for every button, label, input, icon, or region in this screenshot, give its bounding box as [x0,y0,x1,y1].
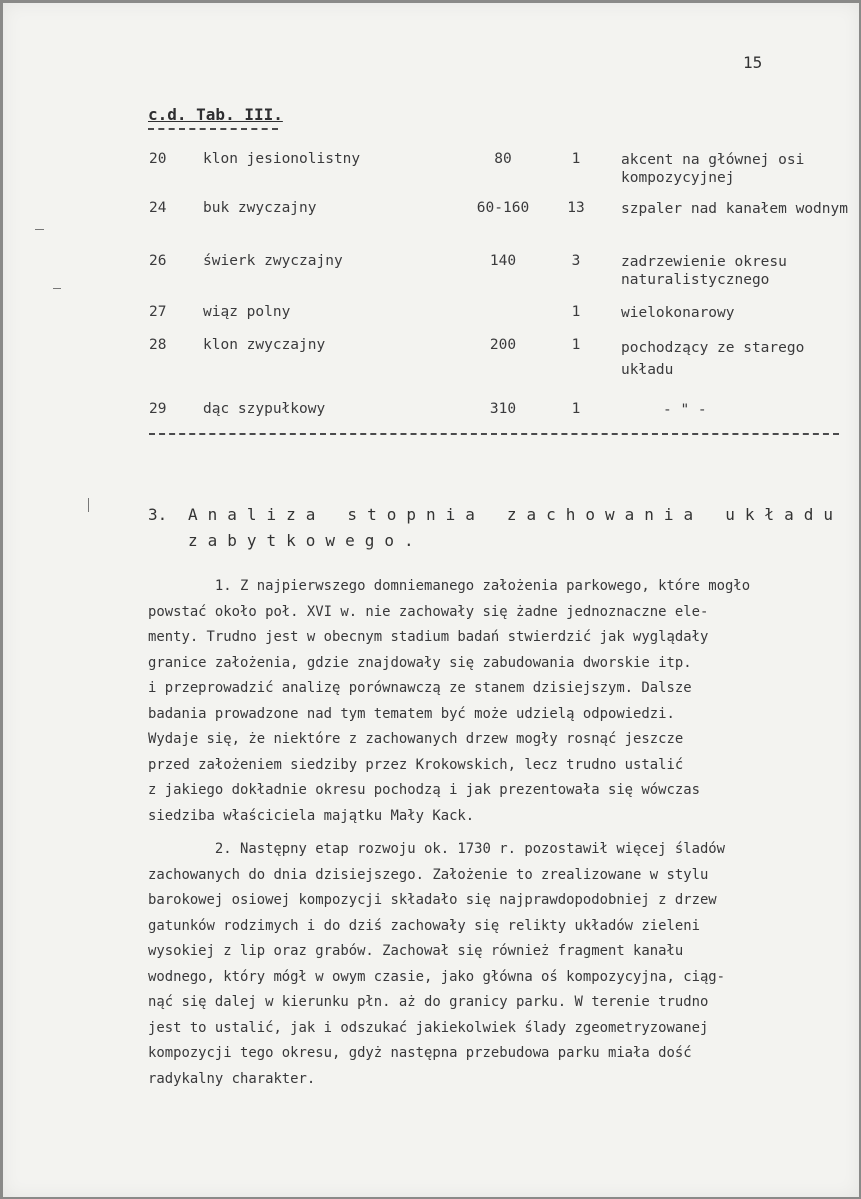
tree-age: 60-160 [476,200,530,216]
table-bottom-rule [149,433,839,435]
scan-mark [53,288,61,289]
section-title-line1: Analiza stopnia zachowania układu [188,505,843,524]
tree-count: 1 [571,304,581,320]
tree-age: 310 [489,401,517,417]
tree-count: 1 [571,151,581,167]
tree-age: 200 [489,337,517,353]
tree-count: 1 [571,337,581,353]
row-number: 28 [149,337,167,353]
tree-species: buk zwyczajny [203,200,317,216]
tree-species: klon zwyczajny [203,337,326,353]
tree-count: 3 [571,253,581,269]
paragraph-1: 1. Z najpierwszego domniemanego założenia parkowego, które mogło powstać około poł. XVI w. nie zachowały się żadne jednoznaczne ele- menty. Trudno jest w obecnym stadium badań stwierdzić jak wyglądały granice założenia, gdzie znajdowały się zabudowania dworskie itp. i przeprowadzić analizę porównawczą ze stanem dzisiejszym. Dalsze badania prowadzone nad tym tematem być może udzielą odpowiedzi. Wydaje się, że niektóre z zachowanych drzew mogły rosnąć jeszcze przed założeniem siedziby przez Krokowskich, lecz trudno ustalić z jakiego dokładnie okresu pochodzą i jak prezentowała się wówczas siedziba właściciela majątku Mały Kack. [148,578,751,824]
tree-count: 13 [567,200,585,216]
row-number: 20 [149,151,167,167]
tree-note: pochodzący ze starego układu [621,340,805,378]
tree-species: wiąz polny [203,304,291,320]
row-number: 26 [149,253,167,269]
tree-note: akcent na głównej osi kompozycyjnej [621,152,805,186]
paragraph-2: 2. Następny etap rozwoju ok. 1730 r. pozostawił więcej śladów zachowanych do dnia dzisiejszego. Założenie to zrealizowane w stylu barokowej osiowej kompozycji składało się najprawdopodobniej z drzew gatunków rodzimych i do dziś zachowały się relikty układów zieleni wysokiej z lip oraz grabów. Zachował się również fragment kanału wodnego, który mógł w owym czasie, jako główna oś kompozycyjna, ciąg- nąć się dalej w kierunku płn. aż do granicy parku. W terenie trudno jest to ustalić, jak i odszukać jakiekolwiek ślady zgeometryzowanej kompozycji tego okresu, gdyż następna przebudowa parku miała dość radykalny charakter. [148,841,726,1087]
row-number: 24 [149,200,167,216]
section-number: 3. [148,505,168,524]
tree-species: świerk zwyczajny [203,253,343,269]
section-title-line2: zabytkowego. [188,531,424,550]
tree-species: klon jesionolistny [203,151,361,167]
page-number: 15 [743,53,763,72]
tree-age: 140 [489,253,517,269]
scan-mark [88,498,89,512]
tree-age: 80 [494,151,512,167]
tree-note: wielokonarowy [621,305,735,321]
tree-note: szpaler nad kanałem wodnym [621,201,848,217]
table-caption: c.d. Tab. III. [148,105,283,124]
tree-count: 1 [571,401,581,417]
row-number: 27 [149,304,167,320]
tree-note: - " - [663,402,707,418]
tree-note: zadrzewienie okresu naturalistycznego [621,254,787,288]
row-number: 29 [149,401,167,417]
tree-species: dąc szypułkowy [203,401,326,417]
caption-underline [148,128,278,130]
scan-mark [35,229,44,230]
document-page [3,3,859,1197]
